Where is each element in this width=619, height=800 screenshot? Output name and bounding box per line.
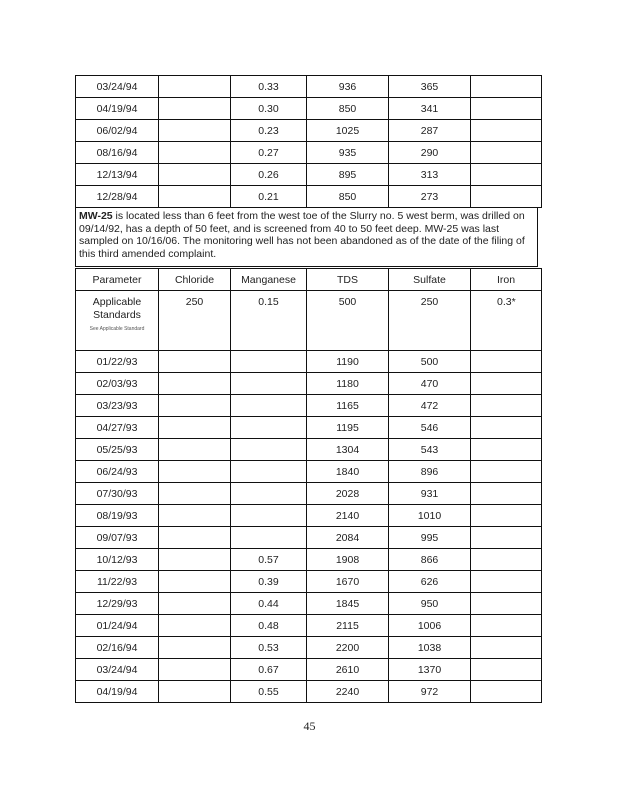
well-id: MW-25 xyxy=(79,210,113,222)
table-row xyxy=(76,186,542,208)
cell-manganese: 0.30 xyxy=(231,98,307,120)
table-row xyxy=(76,549,542,571)
cell-date: 09/07/93 xyxy=(76,527,159,549)
cell-sulfate: 341 xyxy=(389,98,471,120)
cell-iron xyxy=(471,373,542,395)
cell-sulfate: 1010 xyxy=(389,505,471,527)
cell-sulfate: 472 xyxy=(389,395,471,417)
cell-manganese xyxy=(231,461,307,483)
cell-iron xyxy=(471,164,542,186)
cell-sulfate: 866 xyxy=(389,549,471,571)
cell-sulfate: 313 xyxy=(389,164,471,186)
table-row xyxy=(76,142,542,164)
cell-sulfate: 365 xyxy=(389,76,471,98)
cell-manganese xyxy=(231,417,307,439)
cell-iron xyxy=(471,76,542,98)
table-row xyxy=(76,615,542,637)
standard-sulfate: 250 xyxy=(389,291,471,351)
cell-date: 07/30/93 xyxy=(76,483,159,505)
cell-tds: 2240 xyxy=(307,681,389,703)
cell-sulfate: 287 xyxy=(389,120,471,142)
cell-manganese xyxy=(231,483,307,505)
cell-chloride xyxy=(159,505,231,527)
cell-manganese: 0.53 xyxy=(231,637,307,659)
cell-tds: 2084 xyxy=(307,527,389,549)
cell-sulfate: 950 xyxy=(389,593,471,615)
table-row xyxy=(76,417,542,439)
cell-chloride xyxy=(159,593,231,615)
cell-manganese xyxy=(231,527,307,549)
cell-date: 06/02/94 xyxy=(76,120,159,142)
cell-iron xyxy=(471,395,542,417)
cell-date: 03/23/93 xyxy=(76,395,159,417)
cell-date: 12/28/94 xyxy=(76,186,159,208)
cell-manganese: 0.48 xyxy=(231,615,307,637)
cell-iron xyxy=(471,461,542,483)
cell-manganese: 0.57 xyxy=(231,549,307,571)
cell-chloride xyxy=(159,527,231,549)
cell-iron xyxy=(471,659,542,681)
header-chloride: Chloride xyxy=(159,269,231,291)
cell-tds: 1908 xyxy=(307,549,389,571)
cell-tds: 850 xyxy=(307,98,389,120)
cell-date: 11/22/93 xyxy=(76,571,159,593)
table-row xyxy=(76,505,542,527)
standard-iron: 0.3* xyxy=(471,291,542,351)
cell-tds: 2200 xyxy=(307,637,389,659)
header-parameter: Parameter xyxy=(76,269,159,291)
cell-chloride xyxy=(159,186,231,208)
cell-chloride xyxy=(159,439,231,461)
cell-date: 01/24/94 xyxy=(76,615,159,637)
well-description-note xyxy=(75,207,538,267)
cell-date: 03/24/94 xyxy=(76,659,159,681)
header-manganese: Manganese xyxy=(231,269,307,291)
cell-chloride xyxy=(159,395,231,417)
cell-manganese xyxy=(231,351,307,373)
table-row xyxy=(76,98,542,120)
header-sulfate: Sulfate xyxy=(389,269,471,291)
cell-chloride xyxy=(159,659,231,681)
cell-manganese: 0.21 xyxy=(231,186,307,208)
cell-sulfate: 972 xyxy=(389,681,471,703)
cell-manganese: 0.33 xyxy=(231,76,307,98)
cell-date: 05/25/93 xyxy=(76,439,159,461)
note-text: is located less than 6 feet from the west toe of the Slurry no. 5 west berm, was drilled on 09/14/92, has a depth of 50 feet, and is screened from 40 to 50 feet deep. MW-25 was last sampled on 10/16/06. The monitoring well has not been abandoned as of the date of the filing of this third amended complaint. xyxy=(79,210,525,260)
cell-iron xyxy=(471,186,542,208)
cell-date: 01/22/93 xyxy=(76,351,159,373)
cell-iron xyxy=(471,439,542,461)
standard-manganese: 0.15 xyxy=(231,291,307,351)
cell-manganese: 0.44 xyxy=(231,593,307,615)
standard-tds: 500 xyxy=(307,291,389,351)
cell-manganese xyxy=(231,395,307,417)
cell-tds: 936 xyxy=(307,76,389,98)
cell-iron xyxy=(471,142,542,164)
cell-date: 08/16/94 xyxy=(76,142,159,164)
cell-chloride xyxy=(159,351,231,373)
table-row xyxy=(76,120,542,142)
table-row xyxy=(76,439,542,461)
cell-sulfate: 546 xyxy=(389,417,471,439)
cell-chloride xyxy=(159,571,231,593)
cell-tds: 1304 xyxy=(307,439,389,461)
cell-chloride xyxy=(159,461,231,483)
cell-iron xyxy=(471,527,542,549)
cell-chloride xyxy=(159,120,231,142)
cell-tds: 2028 xyxy=(307,483,389,505)
table-row xyxy=(76,527,542,549)
cell-sulfate: 931 xyxy=(389,483,471,505)
cell-chloride xyxy=(159,98,231,120)
cell-tds: 850 xyxy=(307,186,389,208)
cell-sulfate: 273 xyxy=(389,186,471,208)
cell-manganese: 0.55 xyxy=(231,681,307,703)
cell-tds: 1165 xyxy=(307,395,389,417)
cell-iron xyxy=(471,483,542,505)
page-number: 45 xyxy=(303,719,316,733)
cell-date: 04/27/93 xyxy=(76,417,159,439)
header-tds: TDS xyxy=(307,269,389,291)
cell-sulfate: 896 xyxy=(389,461,471,483)
cell-iron xyxy=(471,120,542,142)
cell-chloride xyxy=(159,142,231,164)
header-row xyxy=(76,269,542,291)
cell-date: 08/19/93 xyxy=(76,505,159,527)
cell-sulfate: 500 xyxy=(389,351,471,373)
cell-tds: 1190 xyxy=(307,351,389,373)
standards-sublabel: See Applicable Standard xyxy=(89,326,145,332)
standard-chloride: 250 xyxy=(159,291,231,351)
header-iron: Iron xyxy=(471,269,542,291)
cell-date: 06/24/93 xyxy=(76,461,159,483)
cell-tds: 2140 xyxy=(307,505,389,527)
cell-iron xyxy=(471,351,542,373)
table-row xyxy=(76,373,542,395)
cell-iron xyxy=(471,593,542,615)
cell-sulfate: 1038 xyxy=(389,637,471,659)
cell-date: 12/13/94 xyxy=(76,164,159,186)
cell-date: 04/19/94 xyxy=(76,681,159,703)
cell-iron xyxy=(471,571,542,593)
cell-iron xyxy=(471,637,542,659)
cell-manganese xyxy=(231,439,307,461)
cell-chloride xyxy=(159,549,231,571)
cell-chloride xyxy=(159,76,231,98)
table-row xyxy=(76,351,542,373)
cell-manganese: 0.39 xyxy=(231,571,307,593)
cell-date: 03/24/94 xyxy=(76,76,159,98)
cell-chloride xyxy=(159,417,231,439)
cell-iron xyxy=(471,681,542,703)
cell-chloride xyxy=(159,681,231,703)
table-row xyxy=(76,483,542,505)
monitoring-table-continued xyxy=(75,75,542,208)
cell-iron xyxy=(471,417,542,439)
cell-sulfate: 470 xyxy=(389,373,471,395)
table-row xyxy=(76,659,542,681)
cell-iron xyxy=(471,549,542,571)
cell-date: 02/03/93 xyxy=(76,373,159,395)
cell-chloride xyxy=(159,615,231,637)
table-row xyxy=(76,681,542,703)
cell-chloride xyxy=(159,637,231,659)
standards-label: Applicable Standards xyxy=(92,296,142,321)
cell-tds: 1840 xyxy=(307,461,389,483)
table-row xyxy=(76,76,542,98)
standards-label-cell xyxy=(76,291,159,351)
cell-date: 02/16/94 xyxy=(76,637,159,659)
cell-tds: 2115 xyxy=(307,615,389,637)
cell-date: 12/29/93 xyxy=(76,593,159,615)
cell-tds: 1195 xyxy=(307,417,389,439)
cell-manganese: 0.27 xyxy=(231,142,307,164)
cell-sulfate: 1006 xyxy=(389,615,471,637)
cell-iron xyxy=(471,615,542,637)
cell-tds: 2610 xyxy=(307,659,389,681)
cell-date: 10/12/93 xyxy=(76,549,159,571)
cell-iron xyxy=(471,98,542,120)
cell-tds: 1025 xyxy=(307,120,389,142)
table-row xyxy=(76,461,542,483)
cell-sulfate: 995 xyxy=(389,527,471,549)
cell-tds: 1670 xyxy=(307,571,389,593)
standards-row xyxy=(76,291,542,351)
monitoring-table-mw25 xyxy=(75,268,542,703)
table-row xyxy=(76,571,542,593)
table-row xyxy=(76,637,542,659)
cell-chloride xyxy=(159,164,231,186)
cell-sulfate: 626 xyxy=(389,571,471,593)
cell-tds: 1845 xyxy=(307,593,389,615)
cell-iron xyxy=(471,505,542,527)
table-row xyxy=(76,395,542,417)
cell-tds: 1180 xyxy=(307,373,389,395)
cell-manganese: 0.23 xyxy=(231,120,307,142)
cell-date: 04/19/94 xyxy=(76,98,159,120)
cell-chloride xyxy=(159,373,231,395)
cell-sulfate: 543 xyxy=(389,439,471,461)
cell-sulfate: 290 xyxy=(389,142,471,164)
cell-sulfate: 1370 xyxy=(389,659,471,681)
cell-chloride xyxy=(159,483,231,505)
cell-manganese: 0.26 xyxy=(231,164,307,186)
cell-manganese xyxy=(231,373,307,395)
cell-manganese: 0.67 xyxy=(231,659,307,681)
cell-tds: 895 xyxy=(307,164,389,186)
table-row xyxy=(76,164,542,186)
cell-tds: 935 xyxy=(307,142,389,164)
table-row xyxy=(76,593,542,615)
cell-manganese xyxy=(231,505,307,527)
